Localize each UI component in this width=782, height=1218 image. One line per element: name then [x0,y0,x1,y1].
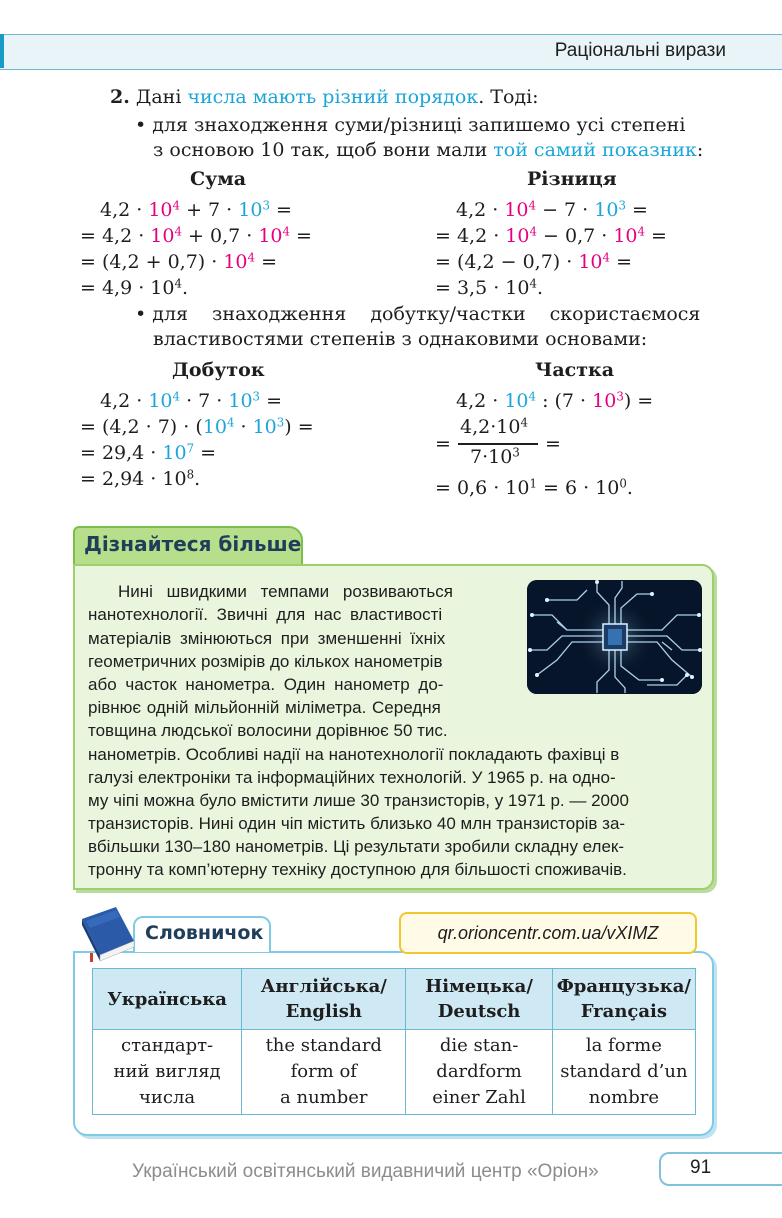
chapter-title: Раціональні вирази [554,40,726,61]
learn-line-10: му чіпі можна було вмістити лише 30 транзисторів, у 1971 р. — 2000 [88,791,629,810]
page-number-tab [659,1152,782,1186]
bullet-1-line-1: • для знаходження суми/різниці запишемо усі степені [135,114,686,136]
difference-heading: Різниця [527,168,617,190]
intro-text-end: . Тоді: [478,86,539,108]
bullet-2-line-1: • для знаходження добутку/частки скористаємося [135,303,701,325]
difference-line-3: = $(4,2 - 0,7) \cdot 10^4$ = [435,250,632,273]
product-line-3: = $29,4 \cdot 10^7$ = [80,441,217,464]
difference-line-1: $4,2 \cdot 10^4 - 7 \cdot 10^3$ = [456,198,648,221]
bullet-2-text: для знаходження добутку/частки скористаємося [152,303,701,325]
learn-line-7: товщина людської волосини дорівнює 50 тис. [88,721,448,740]
section-2-intro [110,86,539,108]
learn-line-6: рівнює одній мільйонній міліметра. Середня [88,698,441,717]
learn-line-12: вбільшки 130–180 нанометрів. Ці результати зробили складну елек- [88,837,625,856]
intro-highlight: числа мають різний порядок [187,86,479,108]
quotient-line-1: $4,2 \cdot 10^4$ : $(7 \cdot 10^3)$ = [456,389,654,412]
publisher-footer: Український освітянський видавничий центр «Оріон» [132,1161,599,1182]
header-accent [0,34,4,68]
learn-line-2: нанотехнології. Звичні для нас властивості [88,605,443,624]
sum-line-1: $4,2 \cdot 10^4 + 7 \cdot 10^3$ = [100,198,292,221]
difference-line-2: = $4,2 \cdot 10^4 - 0,7 \cdot 10^4$ = [435,224,667,247]
section-number: 2. [110,86,130,108]
quotient-denominator: $7\cdot 10^3$ [470,445,520,468]
learn-line-5: або часток нанометра. Один нанометр до- [88,675,444,694]
learn-line-3: матеріалів змінюються при зменшенні їхніх [88,629,446,648]
bullet-1-text-2: з основою 10 так, щоб вони мали [153,139,494,161]
intro-text: Дані [135,86,188,108]
product-line-2: = $(4,2 \cdot 7) \cdot (10^4 \cdot 10^3)$ = [80,415,314,438]
learn-line-8: нанометрів. Особливі надії на нанотехнології покладають фахівці в [88,745,620,764]
product-line-4: = $2,94 \cdot 10^8$. [80,467,201,490]
glossary-title: Словничок [145,922,264,944]
sum-heading: Сума [190,168,247,190]
bullet-1-colon: : [696,139,704,161]
bullet-2-line-2: властивостями степенів з однаковими основами: [153,328,648,350]
difference-line-4: = $3,5 \cdot 10^4$. [435,276,544,299]
table-cell-english: the standard form of a number [242,1030,406,1115]
table-cell-ukrainian: стандарт- ний вигляд числа [93,1030,242,1115]
table-header-german: Німецька/ Deutsch [406,969,552,1030]
sum-line-3: = $(4,2 + 0,7) \cdot 10^4$ = [80,250,277,273]
table-cell-french: la forme standard d’un nombre [552,1030,695,1115]
table-cell-german: die stan- dardform einer Zahl [406,1030,552,1115]
bullet-1-highlight: той самий показник [493,139,697,161]
quotient-equals: = [435,433,451,455]
book-icon [76,905,138,963]
quotient-numerator: $4,2\cdot 10^4$ [460,415,528,438]
table-header-french: Французька/ Français [552,969,695,1030]
sum-line-4: = $4,9 \cdot 10^4$. [80,276,189,299]
table-header-english: Англійська/ English [242,969,406,1030]
glossary-table [92,968,696,1115]
sum-line-2: = $4,2 \cdot 10^4 + 0,7 \cdot 10^4$ = [80,224,312,247]
learn-more-title: Дізнайтеся більше [84,532,302,556]
learn-line-9: галузі електроніки та інформаційних технологій. У 1965 р. на одно- [88,768,616,787]
qr-link[interactable]: qr.orioncentr.com.ua/vXIMZ [399,912,697,954]
table-header-ukrainian: Українська [93,969,242,1030]
quotient-equals-2: = [545,433,561,455]
table-row [93,1030,696,1115]
table-header-row [93,969,696,1030]
learn-line-1: Нині швидкими темпами розвиваються [118,582,453,601]
product-line-1: $4,2 \cdot 10^4 \cdot 7 \cdot 10^3$ = [100,389,283,412]
learn-line-13: тронну та комп’ютерну техніку доступною для більшості споживачів. [88,860,627,879]
learn-line-11: транзисторів. Нині один чіп містить близько 40 млн транзисторів за- [88,814,626,833]
microchip-image [527,580,702,694]
fraction-bar [458,443,538,445]
quotient-heading: Частка [535,359,615,381]
product-heading: Добуток [172,359,265,381]
quotient-line-3: = $0,6 \cdot 10^1 = 6 \cdot 10^0$. [435,476,633,499]
bullet-1-text: для знаходження суми/різниці запишемо усі степені [152,114,686,136]
page-number: 91 [690,1157,712,1178]
learn-line-4: геометричних розмірів до кількох нанометрів [88,652,443,671]
bullet-1-line-2 [153,139,703,161]
